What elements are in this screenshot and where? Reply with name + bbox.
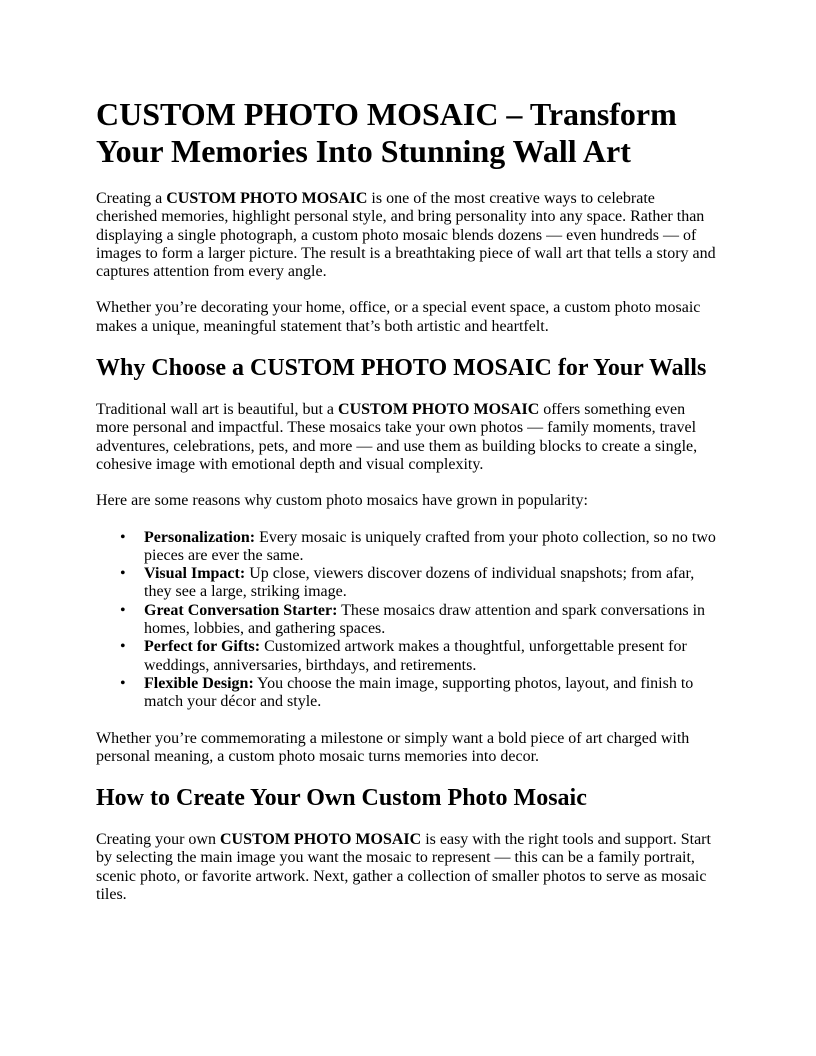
document-page [96,96,720,922]
list-item-label: Perfect for Gifts: [144,638,261,656]
list-item-label: Visual Impact: [144,565,246,583]
list-item-text: Customized artwork makes a thoughtful, unforgettable present for weddings, anniversaries, birthdays, and retirements. [144,638,687,674]
why-paragraph-1 [96,401,720,474]
list-item-label: Personalization: [144,528,256,546]
list-item-text: Every mosaic is uniquely crafted from your photo collection, so no two pieces are ever the same. [144,528,716,564]
bullet-icon: • [120,674,126,692]
bullet-icon: • [120,638,126,656]
list-item [120,565,720,602]
list-item-label: Great Conversation Starter: [144,601,338,619]
how-paragraph-1 [96,831,720,904]
intro-paragraph-1 [96,190,720,281]
bullet-icon: • [120,601,126,619]
list-item-text: These mosaics draw attention and spark conversations in homes, lobbies, and gathering spaces. [144,601,706,638]
intro-p1-pre: Creating a [96,190,167,207]
list-item [120,638,720,675]
bullet-icon: • [120,528,126,546]
why-paragraph-3: Whether you’re commemorating a milestone or simply want a bold piece of art charged with personal meaning, a custom photo mosaic turns memories into decor. [96,729,690,765]
intro-p1-post: is one of the most creative ways to celebrate cherished memories, highlight personal style, and bring personality into any space. Rather than displaying a single photograph, a custom photo mosaic blends dozens — even hundreds — of images to form a larger picture. The result is a breathtaking piece of wall art that tells a story and captures attention from every angle. [96,190,716,281]
why-heading: Why Choose a CUSTOM PHOTO MOSAIC for Your Walls [96,355,707,382]
list-item-text: You choose the main image, supporting photos, layout, and finish to match your décor and style. [144,674,694,711]
why-paragraph-2: Here are some reasons why custom photo mosaics have grown in popularity: [96,492,588,510]
list-item-text: Up close, viewers discover dozens of individual snapshots; from afar, they see a large, striking image. [144,565,695,601]
list-item [120,528,720,566]
page-title: CUSTOM PHOTO MOSAIC – Transform Your Memories Into Stunning Wall Art [96,96,677,169]
list-item [120,601,720,639]
list-item [120,674,720,712]
how-heading: How to Create Your Own Custom Photo Mosaic [96,785,587,812]
reasons-list [96,529,720,712]
how-p1-pre: Creating your own [96,831,220,849]
list-item-label: Flexible Design: [144,674,254,692]
intro-paragraph-2: Whether you’re decorating your home, office, or a special event space, a custom photo mosaic makes a unique, meaningful statement that’s both artistic and heartfelt. [96,299,701,335]
how-p1-bold: CUSTOM PHOTO MOSAIC [219,831,422,849]
why-p1-bold: CUSTOM PHOTO MOSAIC [338,401,540,419]
bullet-icon: • [120,565,126,583]
why-p1-pre: Traditional wall art is beautiful, but a [96,401,339,419]
intro-p1-bold: CUSTOM PHOTO MOSAIC [166,190,368,207]
why-p1-post: offers something even more personal and impactful. These mosaics take your own photos — family moments, travel adventures, celebrations, pets, and more — and use them as building blocks to create a single, cohesive image with emotional depth and visual complexity. [96,401,698,473]
how-p1-post: is easy with the right tools and support. Start by selecting the main image you want the mosaic to represent — this can be a family portrait, scenic photo, or favorite artwork. Next, gather a collection of smaller photos to serve as mosaic tiles. [96,831,711,904]
